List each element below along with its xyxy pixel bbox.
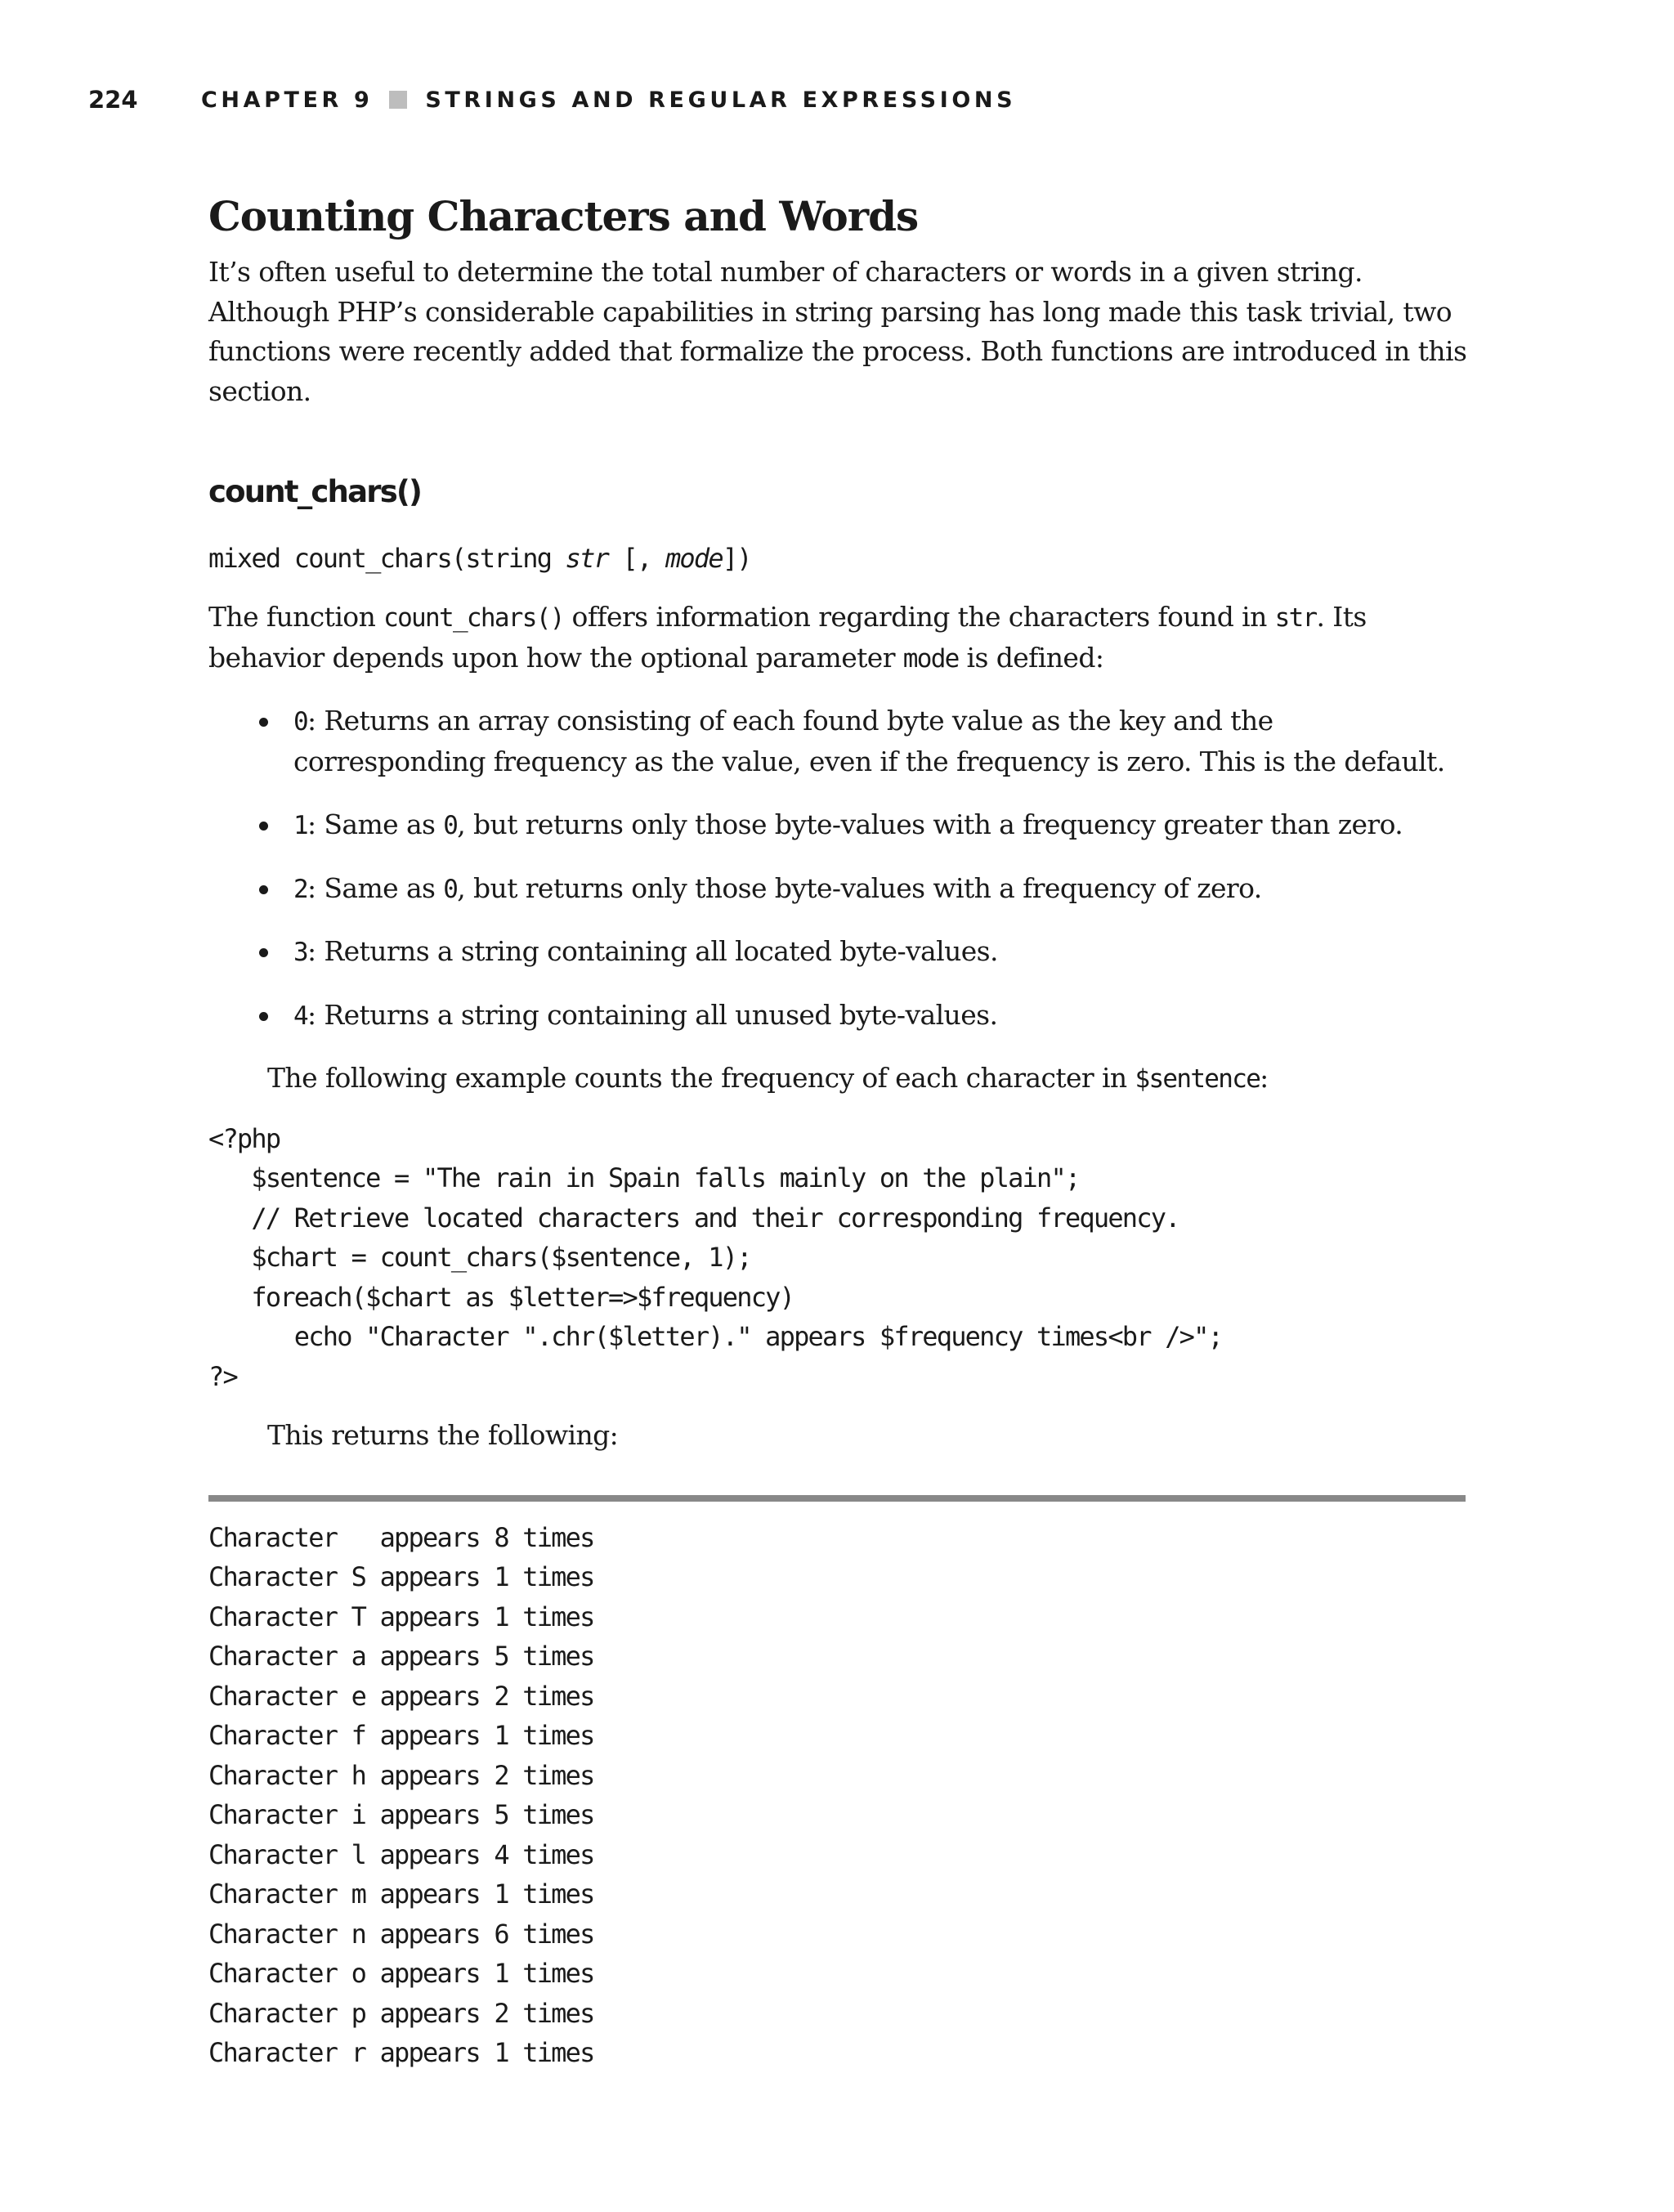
output-line: Character i appears 5 times <box>208 1799 594 1830</box>
output-line: Character a appears 5 times <box>208 1641 594 1672</box>
output-line: Character h appears 2 times <box>208 1759 594 1791</box>
intro-paragraph: It’s often useful to determine the total number of characters or words in a given string. Although PHP’s considerable capabilities in string parsing has long made this task trivial, two functions were recently added that formalize the process. Both functions are introduced in this section. <box>208 256 1467 407</box>
bullet-dot <box>259 948 268 957</box>
mode-code: 3 <box>293 938 307 967</box>
output-divider-rule <box>208 1495 1466 1502</box>
mode-text: : Same as <box>307 808 444 840</box>
output-line: Character e appears 2 times <box>208 1680 594 1712</box>
mode-item <box>259 996 1467 1037</box>
code-line: foreach($chart as $letter=>$frequency) <box>208 1281 794 1313</box>
signature-param-str: str <box>565 543 609 574</box>
code-line: // Retrieve located characters and their corresponding frequency. <box>208 1202 1179 1234</box>
mode-ref-code: 0 <box>443 874 458 904</box>
output-line: Character m appears 1 times <box>208 1878 594 1910</box>
bullet-dot <box>259 822 268 831</box>
code-line: $chart = count_chars($sentence, 1); <box>208 1242 751 1273</box>
mode-code: 1 <box>293 811 307 840</box>
running-header <box>88 82 1016 118</box>
code-line: ?> <box>208 1360 237 1392</box>
code-line: $sentence = "The rain in Spain falls mainly on the plain"; <box>208 1162 1080 1193</box>
signature-suffix: ]) <box>722 543 751 574</box>
output-line: Character n appears 6 times <box>208 1918 594 1950</box>
desc-code-str: str <box>1274 603 1317 633</box>
bullet-dot <box>259 718 268 727</box>
output-line: Character r appears 1 times <box>208 2037 594 2068</box>
mode-text-end: , but returns only those byte-values with a frequency greater than zero. <box>457 808 1403 840</box>
code-line: <?php <box>208 1122 280 1154</box>
desc-text-2: offers information regarding the characters found in <box>563 601 1275 633</box>
mode-item <box>259 932 1467 973</box>
desc-code-mode: mode <box>902 643 959 674</box>
example-intro-text: The following example counts the frequency of each character in <box>267 1062 1135 1094</box>
mode-code: 0 <box>293 707 307 737</box>
mode-list <box>208 701 1467 1036</box>
function-heading: count_chars() <box>208 474 422 509</box>
returns-paragraph: This returns the following: <box>267 1419 619 1451</box>
mode-item <box>259 701 1467 782</box>
signature-param-mode: mode <box>665 543 723 574</box>
example-intro-end: : <box>1260 1062 1269 1094</box>
description-paragraph <box>208 598 1467 678</box>
mode-text: : Same as <box>307 871 444 904</box>
mode-text-end: , but returns only those byte-values with a frequency of zero. <box>457 871 1262 904</box>
signature-prefix: mixed count_chars(string <box>208 543 566 574</box>
mode-item <box>259 805 1467 846</box>
section-title: Counting Characters and Words <box>208 192 919 240</box>
desc-text-1: The function <box>208 601 384 633</box>
mode-text: : Returns a string containing all unused byte-values. <box>307 998 998 1031</box>
page-content <box>208 184 1467 2073</box>
code-listing <box>208 1119 1467 1397</box>
output-listing <box>208 1518 1467 2073</box>
output-line: Character T appears 1 times <box>208 1601 594 1632</box>
code-line: echo "Character ".chr($letter)." appears $frequency times<br />"; <box>208 1321 1223 1352</box>
desc-text-4: is defined: <box>958 641 1104 674</box>
output-line: Character f appears 1 times <box>208 1720 594 1751</box>
page-number: 224 <box>88 86 138 114</box>
bullet-dot <box>259 885 268 894</box>
output-line: Character o appears 1 times <box>208 1958 594 1989</box>
mode-ref-code: 0 <box>443 811 458 840</box>
function-signature <box>208 539 1467 578</box>
desc-text-3: . Its behavior depends upon how the optional parameter <box>208 601 1367 674</box>
output-line: Character p appears 2 times <box>208 1997 594 2029</box>
example-intro-code: $sentence <box>1135 1064 1260 1094</box>
output-line: Character l appears 4 times <box>208 1838 594 1870</box>
mode-code: 4 <box>293 1001 307 1031</box>
running-section-title: STRINGS AND REGULAR EXPRESSIONS <box>425 87 1017 113</box>
output-line: Character appears 8 times <box>208 1521 594 1553</box>
desc-code-count-chars: count_chars() <box>383 603 564 633</box>
chapter-label: CHAPTER 9 <box>201 87 374 113</box>
signature-middle: [, <box>608 543 665 574</box>
mode-code: 2 <box>293 874 307 904</box>
mode-text: : Returns a string containing all located byte-values. <box>307 935 998 967</box>
example-intro-paragraph <box>208 1059 1467 1099</box>
mode-text: : Returns an array consisting of each found byte value as the key and the corresponding frequency as the value, even if the frequency is zero. This is the default. <box>293 705 1445 777</box>
bullet-dot <box>259 1012 268 1021</box>
mode-item <box>259 869 1467 910</box>
output-line: Character S appears 1 times <box>208 1561 594 1592</box>
header-separator-square <box>389 91 407 109</box>
